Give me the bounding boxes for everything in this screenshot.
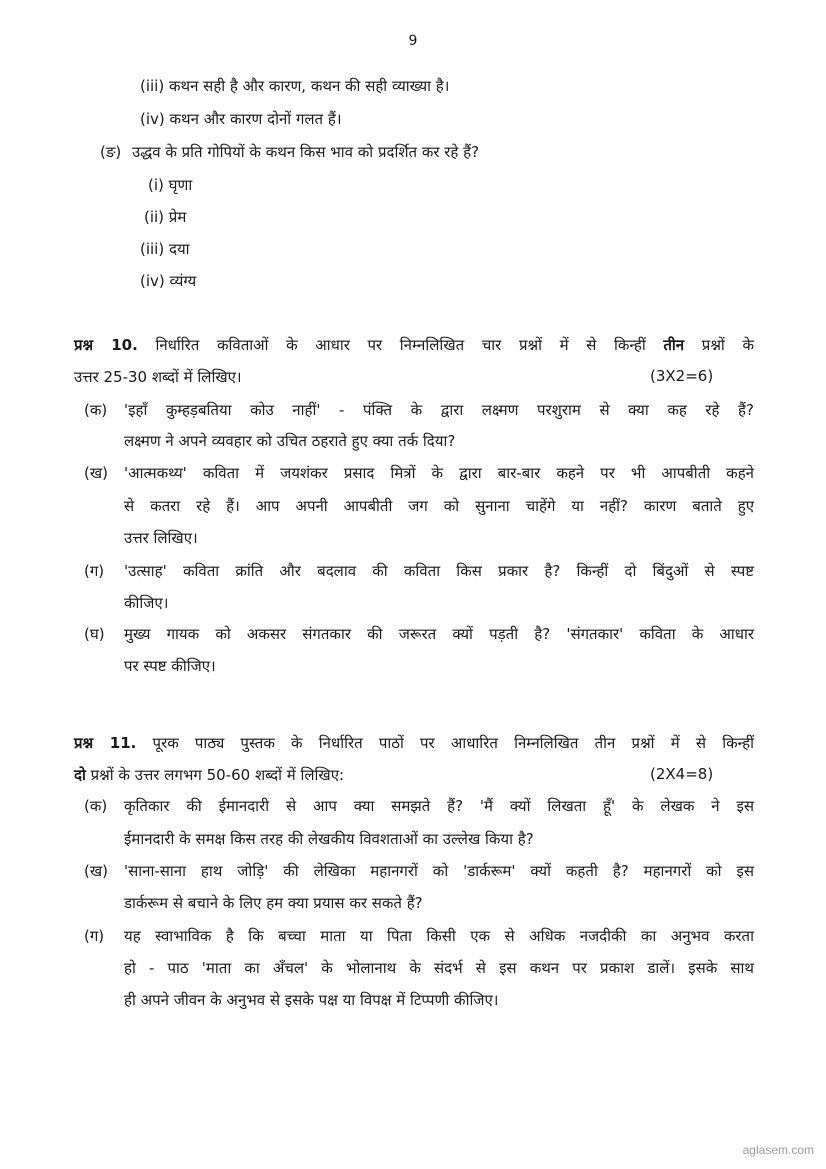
q10-item-ga-line2: कीजिए।: [124, 594, 169, 612]
q10-item-ka-label: (क): [84, 401, 108, 419]
page-number: 9: [408, 33, 418, 49]
q10-intro-a: निर्धारित कविताओं के आधार पर निम्नलिखित चार प्रश्नों में से किन्हीं: [155, 336, 646, 354]
q11-item-ga-label: (ग): [84, 927, 105, 945]
q9-sub-e-question: उद्धव के प्रति गोपियों के कथन किस भाव को प्रदर्शित कर रहे हैं?: [132, 143, 480, 161]
q11-item-kha-line1: 'साना-साना हाथ जोड़ि' की लेखिका महानगरों को 'डार्करूम' क्यों कहती है? महानगरों को इस: [124, 862, 754, 880]
q9-e-option-1: (i) घृणा: [148, 176, 193, 194]
q10-item-ka-line1: 'इहाँ कुम्हड़बतिया कोउ नाहीं' - पंक्ति के द्वारा लक्ष्मण परशुराम से क्या कह रहे हैं?: [124, 401, 754, 419]
q10-item-ga-line1: 'उत्साह' कविता क्रांति और बदलाव की कविता किस प्रकार है? किन्हीं दो बिंदुओं से स्पष्ट: [124, 562, 754, 580]
q11-item-kha-line2: डार्करूम से बचाने के लिए हम क्या प्रयास कर सकते हैं?: [124, 894, 423, 912]
q11-intro-bold: दो: [74, 766, 86, 784]
q10-item-gha-line1: मुख्य गायक को अकसर संगतकार की जरूरत क्यों पड़ती है? 'संगतकार' कविता के आधार: [124, 625, 754, 643]
q11-marks: (2X4=8): [650, 765, 714, 783]
q11-label: प्रश्न 11.: [74, 734, 137, 752]
q11-intro-line2: प्रश्नों के उत्तर लगभग 50-60 शब्दों में लिखिए:: [90, 766, 345, 784]
q11-intro-line2-wrap: [74, 765, 344, 785]
footer-watermark: aglasem.com: [742, 1143, 814, 1157]
q11-item-ga-line1: यह स्वाभाविक है कि बच्चा माता या पिता किसी एक से अधिक नजदीकी का अनुभव करता: [124, 927, 754, 945]
q10-intro-bold: तीन: [663, 336, 685, 354]
q11-item-ka-label: (क): [84, 797, 108, 815]
q10-item-ka-line2: लक्ष्मण ने अपने व्यवहार को उचित ठहराते हुए क्या तर्क दिया?: [124, 432, 456, 450]
q10-label: प्रश्न 10.: [74, 336, 138, 354]
q9-option-iv: (iv) कथन और कारण दोनों गलत हैं।: [140, 110, 342, 128]
q10-item-kha-line2: से कतरा रहे हैं। आप अपनी आपबीती जग को सुनाना चाहेंगे या नहीं? कारण बताते हुए: [124, 497, 754, 515]
q10-intro-b: प्रश्नों के: [701, 336, 754, 354]
q10-item-gha-label: (घ): [84, 625, 105, 643]
q10-item-kha-line1: 'आत्मकथ्य' कविता में जयशंकर प्रसाद मित्रों के द्वारा बार-बार कहने पर भी आपबीती कहने: [124, 464, 754, 482]
q11-intro-line1: पूरक पाठ्य पुस्तक के निर्धारित पाठों पर आधारित निम्नलिखित तीन प्रश्नों में से किन्हीं: [152, 734, 754, 752]
q11-item-ka-line1: कृतिकार की ईमानदारी से आप क्या समझते हैं? 'मैं क्यों लिखता हूँ' के लेखक ने इस: [124, 797, 754, 815]
q11-item-ga-line2: हो - पाठ 'माता का अँचल' के भोलानाथ के संदर्भ से इस कथन पर प्रकाश डालें। इसके साथ: [124, 959, 754, 977]
q9-e-option-4: (iv) व्यंग्य: [140, 272, 197, 290]
q10-intro: [74, 335, 754, 355]
q9-e-option-2: (ii) प्रेम: [144, 208, 187, 226]
q10-item-ga-label: (ग): [84, 562, 105, 580]
q10-item-kha-line3: उत्तर लिखिए।: [124, 529, 198, 547]
q10-item-kha-label: (ख): [84, 464, 108, 482]
q10-intro-line2: उत्तर 25-30 शब्दों में लिखिए।: [74, 368, 242, 386]
q11-item-ka-line2: ईमानदारी के समक्ष किस तरह की लेखकीय विवशताओं का उल्लेख किया है?: [124, 830, 534, 848]
q10-item-gha-line2: पर स्पष्ट कीजिए।: [124, 657, 216, 675]
q9-e-option-3: (iii) दया: [140, 240, 190, 258]
q11-item-ga-line3: ही अपने जीवन के अनुभव से इसके पक्ष या विपक्ष में टिप्पणी कीजिए।: [124, 991, 499, 1009]
q10-marks: (3X2=6): [650, 367, 714, 385]
q11-intro: [74, 733, 754, 753]
q11-item-kha-label: (ख): [84, 862, 108, 880]
q9-sub-e-label: (ङ): [100, 143, 122, 161]
q9-option-iii: (iii) कथन सही है और कारण, कथन की सही व्याख्या है।: [140, 77, 450, 95]
